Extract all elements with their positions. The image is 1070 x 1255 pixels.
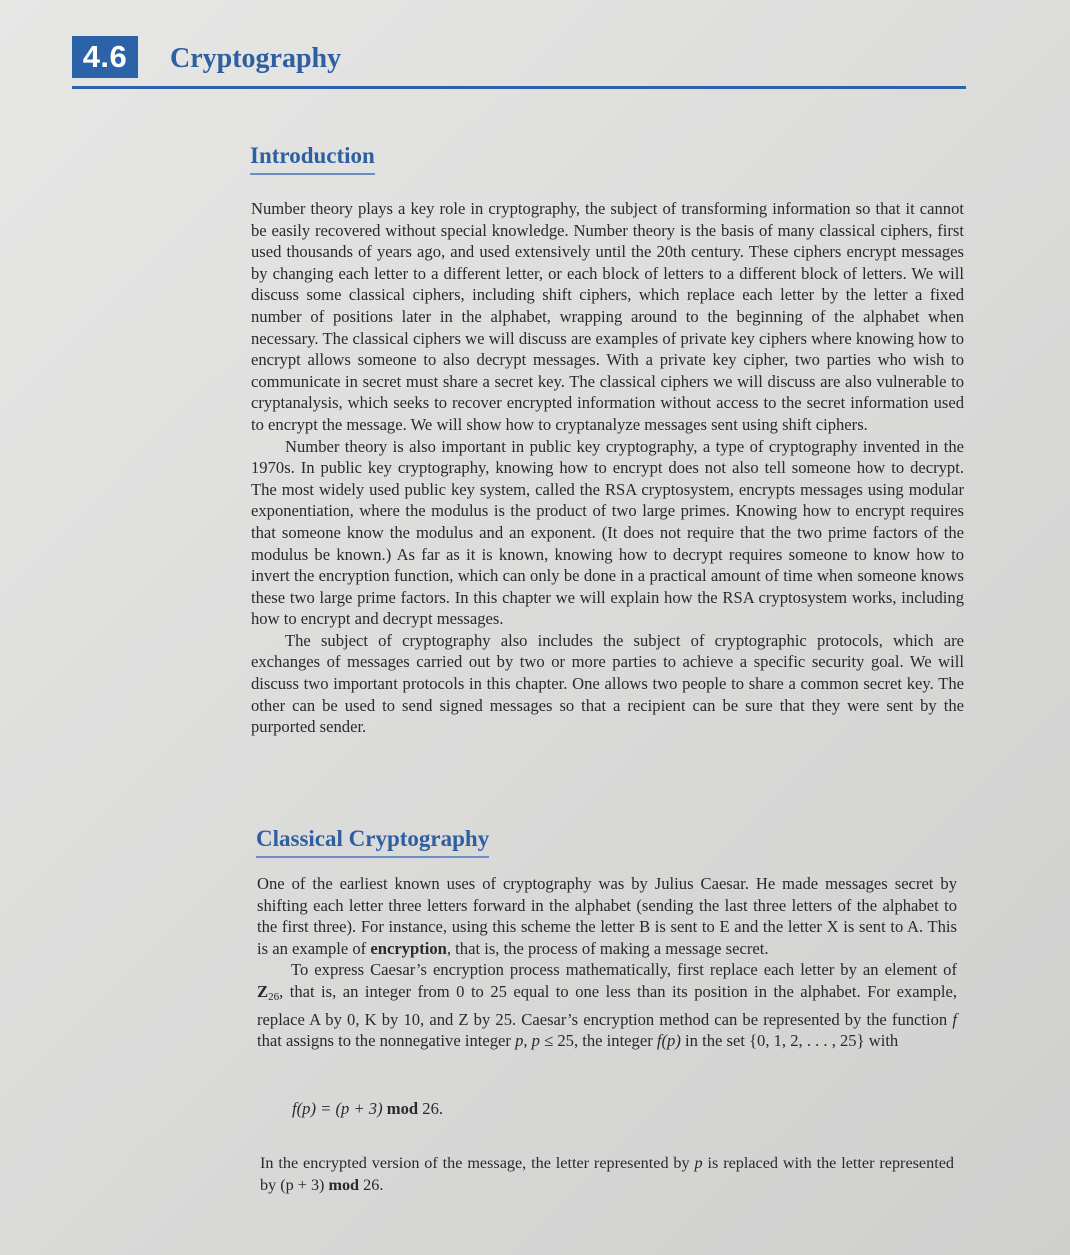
var-p-2: p <box>531 1031 540 1051</box>
intro-paragraph-1: Number theory plays a key role in cryptography, the subject of transforming information so that it cannot be easily recovered without special knowledge. Number theory is the basis of many classical ciphers, first used thousands of years ago, and used extensively until the 20th century. These ciphers encrypt messages by changing each letter to a different letter, or each block of letters to a different block of letters. We will discuss some classical ciphers, including shift ciphers, which replace each letter by the letter a fixed number of positions later in the alphabet, wrapping around to the beginning of the alphabet when necessary. The classical ciphers we will discuss are examples of private key ciphers where knowing how to encrypt allows someone to also decrypt messages. With a private key cipher, two parties who wish to communicate in secret must share a secret key. The classical ciphers we will discuss are also vulnerable to cryptanalysis, which seeks to recover encrypted information without access to the secret information used to encrypt the message. We will show how to cryptanalyze messages sent using shift ciphers. <box>251 199 964 434</box>
section-header <box>72 36 966 92</box>
section-number-badge: 4.6 <box>72 36 138 78</box>
classical-cryptography-heading: Classical Cryptography <box>256 825 489 858</box>
section-title: Cryptography <box>170 43 342 74</box>
intro-paragraph-2: Number theory is also important in public key cryptography, a type of cryptography invented in the 1970s. In public key cryptography, knowing how to encrypt does not also tell someone how to decrypt. The most widely used public key system, called the RSA cryptosystem, encrypts messages using modular exponentiation, where the modulus is the product of two large primes. Knowing how to encrypt requires that someone know the modulus and an exponent. (It does not require that the two prime factors of the modulus be known.) As far as it is known, knowing how to decrypt requires someone to know how to invert the encryption function, which can only be done in a practical amount of time when someone knows these two large prime factors. In this chapter we will explain how the RSA cryptosystem works, including how to encrypt and decrypt messages. <box>251 436 964 629</box>
classical-p2-text-g: in the set {0, 1, 2, . . . , 25} with <box>680 1031 899 1051</box>
var-p-1: p <box>515 1031 524 1051</box>
function-f: f <box>952 1009 957 1029</box>
classical-p1-text-a: One of the earliest known uses of cryptography was by Julius Caesar. He made messages secret by shifting each letter three letters forward in the alphabet (sending the last three letters of the alphabet to the first three). For instance, using this scheme the letter B is sent to E and the letter X is sent to A. This is an example of <box>257 874 957 958</box>
classical-p3-text-b: is replaced with the letter represented by (p + 3) <box>260 1154 954 1194</box>
classical-p2-text-d: , <box>523 1031 532 1051</box>
p3-mod: mod <box>328 1176 360 1194</box>
encryption-term: encryption <box>370 938 447 958</box>
caesar-formula <box>292 1098 443 1120</box>
f-argument: (p) <box>661 1031 681 1051</box>
classical-p2-text-a: To express Caesar’s encryption process mathematically, first replace each letter by an element of <box>291 960 957 980</box>
classical-paragraph-1 <box>257 873 957 959</box>
classical-p3-text-c: 26. <box>359 1176 384 1194</box>
classical-body <box>257 873 957 1052</box>
formula-f: f <box>292 1099 297 1118</box>
formula-middle: (p) = (p + 3) <box>296 1099 387 1118</box>
function-f-2: f <box>656 1031 662 1051</box>
formula-mod: mod <box>386 1099 419 1118</box>
classical-p2-text-c: that assigns to the nonnegative integer <box>257 1031 516 1051</box>
intro-paragraph-3: The subject of cryptography also includes the subject of cryptographic protocols, which are exchanges of messages carried out by two or more parties to achieve a specific security goal. We will discuss two important protocols in this chapter. One allows two people to share a common secret key. The other can be used to send signed messages so that a recipient can be sure that they were sent by the purported sender. <box>251 630 964 737</box>
classical-p1-text-b: , that is, the process of making a message secret. <box>446 938 769 958</box>
z-symbol: Z <box>257 981 269 1001</box>
var-p-3: p <box>694 1154 703 1172</box>
introduction-heading: Introduction <box>250 142 375 175</box>
classical-p3-text-a: In the encrypted version of the message, the letter represented by <box>260 1154 695 1172</box>
introduction-body <box>251 198 964 738</box>
classical-paragraph-2 <box>257 959 957 1051</box>
header-rule <box>72 86 966 89</box>
classical-paragraph-3 <box>260 1152 954 1196</box>
z-subscript: 26 <box>268 990 280 1003</box>
classical-p2-text-e: ≤ 25, the integer <box>539 1031 657 1051</box>
formula-end: 26. <box>418 1099 444 1118</box>
classical-p2-text-b: , that is, an integer from 0 to 25 equal to one less than its position in the alphabet. For example, replace A by 0, K by 10, and Z by 25. Caesar’s encryption method can be represented by the function <box>257 981 957 1029</box>
